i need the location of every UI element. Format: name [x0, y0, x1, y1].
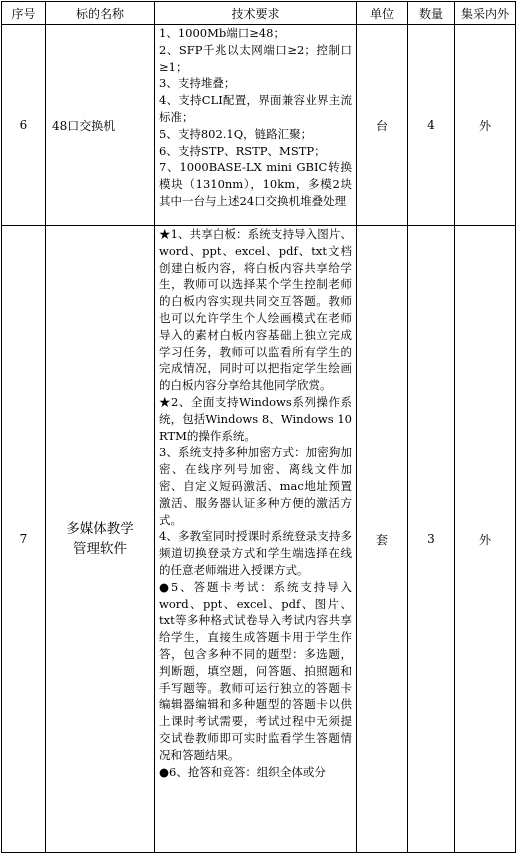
- header-qty: 数量: [408, 2, 455, 25]
- spec-line: ●5、答题卡考试：系统支持导入word、ppt、excel、pdf、图片、txt等多种格式试卷导入考试内容共享给学生，直接生成答题卡用于学生作答，包含多种不同的题型：多选题，判断题，填空题，问答题、拍照题和手写题等。教师可运行独立的答题卡编辑器编辑和多种题型的答题卡以供上课时考试需要，考试过程中无须提交试卷教师即可实时监看学生答题情况和答题结果。: [159, 579, 352, 762]
- row-spec-cell: [155, 25, 357, 226]
- row-scope: 外: [455, 226, 516, 853]
- spec-line: 4、多教室同时授课时系统登录支持多频道切换登录方式和学生端选择在线的任意老师端进入授课方式。: [159, 529, 352, 577]
- row-item-name: 多媒体教学管理软件: [46, 226, 155, 853]
- row-seq: 6: [2, 25, 46, 226]
- spec-line: 2、SFP千兆以太网端口≥2；控制口≥1；: [159, 42, 352, 74]
- row-unit: 套: [357, 226, 408, 853]
- spec-line: ●6、抢答和竞答：组织全体或分: [159, 764, 326, 779]
- row-spec-cell: [155, 226, 357, 853]
- spec-line: 7、1000BASE-LX mini GBIC转换模块（1310nm），10km，多模2块其中一台与上述24口交换机堆叠处理: [159, 160, 352, 208]
- spec-line: 1、1000Mb端口≥48；: [159, 26, 285, 40]
- procurement-table: [1, 1, 516, 853]
- row-seq: 7: [2, 226, 46, 853]
- header-scope: 集采内外: [455, 2, 516, 25]
- row-qty: 4: [408, 25, 455, 226]
- header-unit: 单位: [357, 2, 408, 25]
- spec-line: ★2、全面支持Windows系列操作系统，包括Windows 8、Windows 10 RTM的操作系统。: [159, 394, 352, 443]
- spec-line: 4、支持CLI配置，界面兼容业界主流标准；: [159, 93, 352, 124]
- row-scope: 外: [455, 25, 516, 226]
- row-item-name: 48口交换机: [46, 25, 155, 226]
- row-qty: 3: [408, 226, 455, 853]
- spec-line: 3、支持堆叠；: [159, 76, 236, 91]
- spec-line: ★1、共享白板：系统支持导入图片、word、ppt、excel、pdf、txt文档创建白板内容，将白板内容共享给学生，教师可以选择某个学生控制老师的白板内容实现共同交互答题。教师也可以允许学生个人绘画模式在老师导入的素材白板内容基础上独立完成学习任务，教师可以监看所有学生的完成情况，同时可以把指定学生绘画的白板内容分享给其他同学欣赏。: [159, 227, 352, 393]
- table-row: [2, 25, 516, 226]
- header-seq: 序号: [2, 2, 46, 25]
- row-unit: 台: [357, 25, 408, 226]
- spec-line: 3、系统支持多种加密方式：加密狗加密、在线序列号加密、离线文件加密、自定义短码激活、mac地址预置激活、服务器认证多种方便的激活方式。: [159, 445, 352, 527]
- table-row: [2, 226, 516, 853]
- spec-line: 5、支持802.1Q，链路汇聚；: [159, 126, 313, 141]
- header-name: 标的名称: [46, 2, 155, 25]
- spec-line: 6、支持STP、RSTP、MSTP；: [159, 143, 326, 158]
- header-row: [2, 2, 516, 25]
- header-spec: 技术要求: [155, 2, 357, 25]
